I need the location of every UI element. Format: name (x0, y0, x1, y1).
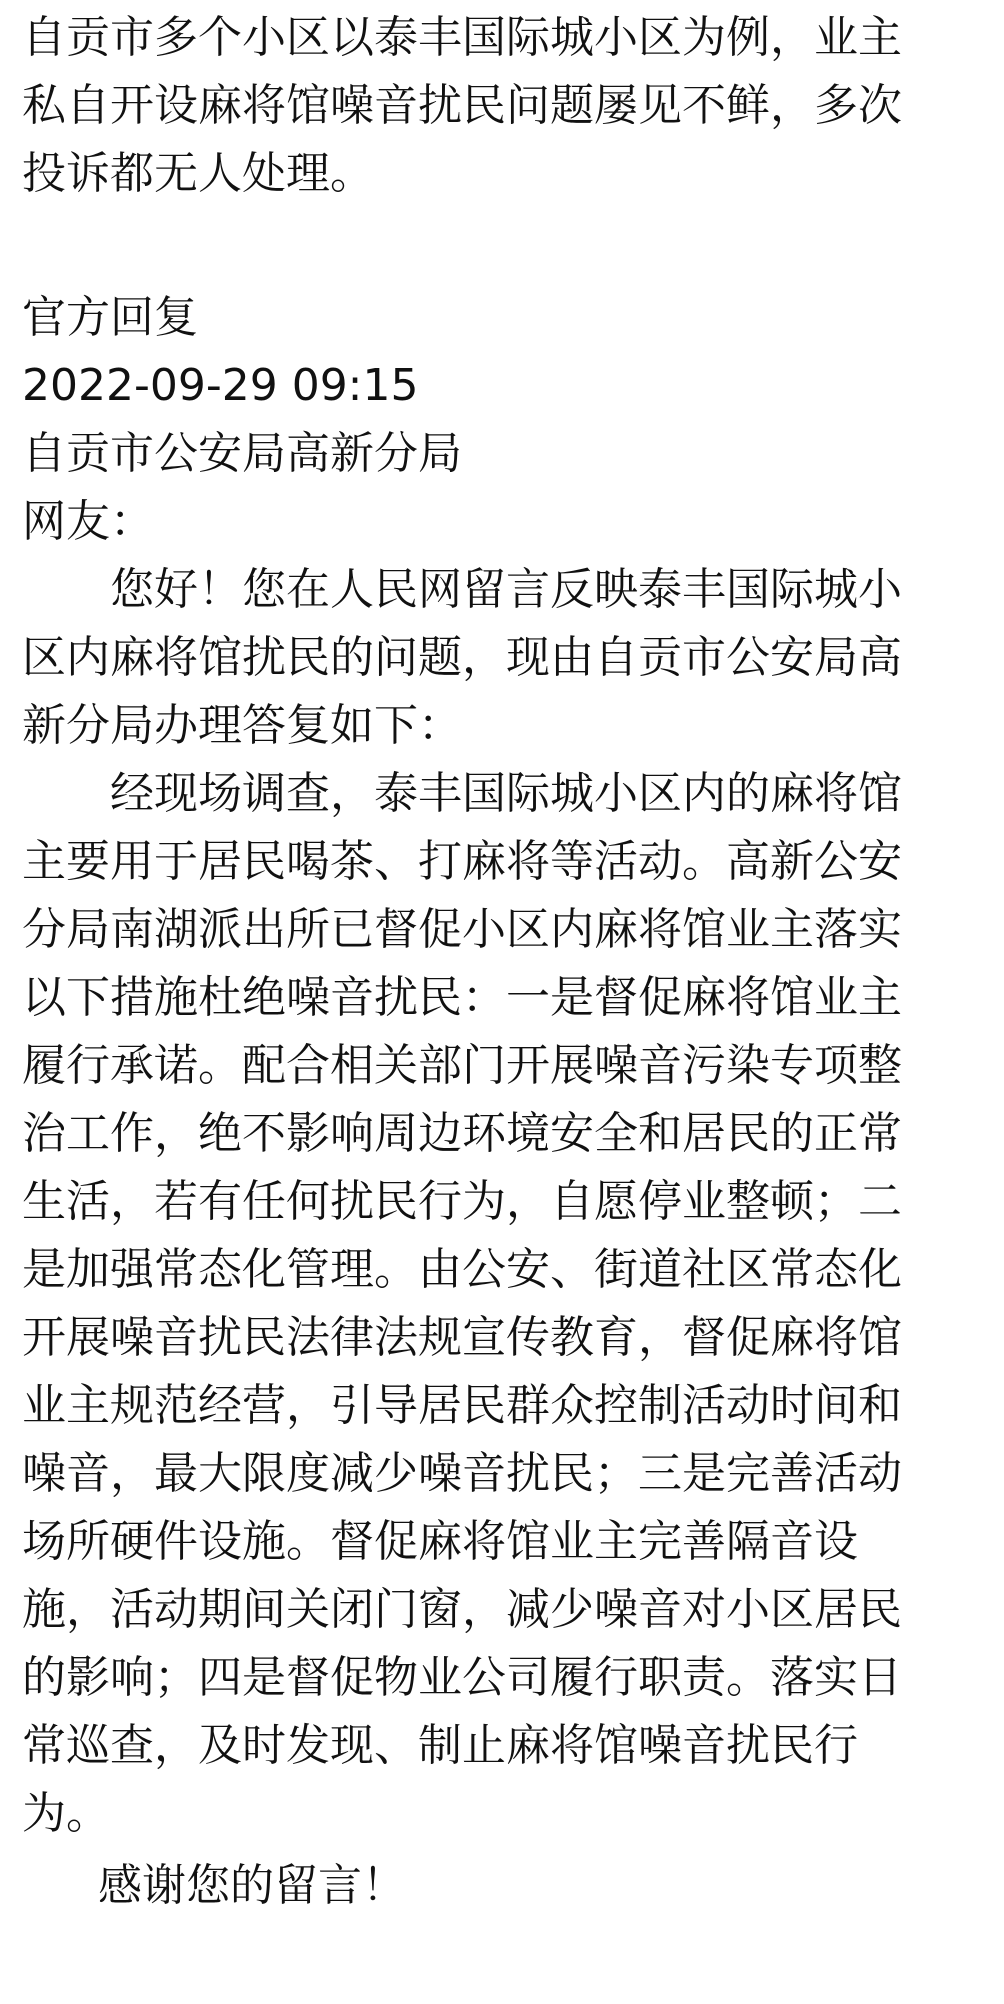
paragraph1-line: 新分局办理答复如下： (22, 700, 462, 751)
paragraph2-line: 常巡查，及时发现、制止麻将馆噪音扰民行 (22, 1720, 858, 1771)
paragraph2-line: 生活，若有任何扰民行为，自愿停业整顿；二 (22, 1176, 902, 1227)
paragraph1-line: 您好！您在人民网留言反映泰丰国际城小 (110, 564, 902, 615)
paragraph2-line: 主要用于居民喝茶、打麻将等活动。高新公安 (22, 836, 902, 887)
complaint-line: 私自开设麻将馆噪音扰民问题屡见不鲜，多次 (22, 80, 902, 131)
closing-line: 感谢您的留言！ (98, 1860, 406, 1911)
paragraph2-line: 以下措施杜绝噪音扰民：一是督促麻将馆业主 (22, 972, 902, 1023)
paragraph2-line: 履行承诺。配合相关部门开展噪音污染专项整 (22, 1040, 902, 1091)
reply-salutation: 网友： (22, 496, 154, 547)
paragraph2-line: 的影响；四是督促物业公司履行职责。落实日 (22, 1652, 902, 1703)
reply-label: 官方回复 (22, 292, 198, 343)
paragraph2-line: 场所硬件设施。督促麻将馆业主完善隔音设 (22, 1516, 858, 1567)
reply-timestamp: 2022-09-29 09:15 (22, 360, 419, 411)
paragraph2-line: 为。 (22, 1788, 110, 1839)
paragraph2-line: 施，活动期间关闭门窗，减少噪音对小区居民 (22, 1584, 902, 1635)
paragraph2-line: 治工作，绝不影响周边环境安全和居民的正常 (22, 1108, 902, 1159)
paragraph2-line: 是加强常态化管理。由公安、街道社区常态化 (22, 1244, 902, 1295)
paragraph2-line: 开展噪音扰民法律法规宣传教育，督促麻将馆 (22, 1312, 902, 1363)
paragraph2-line: 分局南湖派出所已督促小区内麻将馆业主落实 (22, 904, 902, 955)
paragraph2-line: 噪音，最大限度减少噪音扰民；三是完善活动 (22, 1448, 902, 1499)
paragraph1-line: 区内麻将馆扰民的问题，现由自贡市公安局高 (22, 632, 902, 683)
complaint-line: 投诉都无人处理。 (22, 148, 374, 199)
complaint-line: 自贡市多个小区以泰丰国际城小区为例，业主 (22, 12, 902, 63)
paragraph2-line: 经现场调查，泰丰国际城小区内的麻将馆 (110, 768, 902, 819)
paragraph2-line: 业主规范经营，引导居民群众控制活动时间和 (22, 1380, 902, 1431)
reply-department: 自贡市公安局高新分局 (22, 428, 462, 479)
